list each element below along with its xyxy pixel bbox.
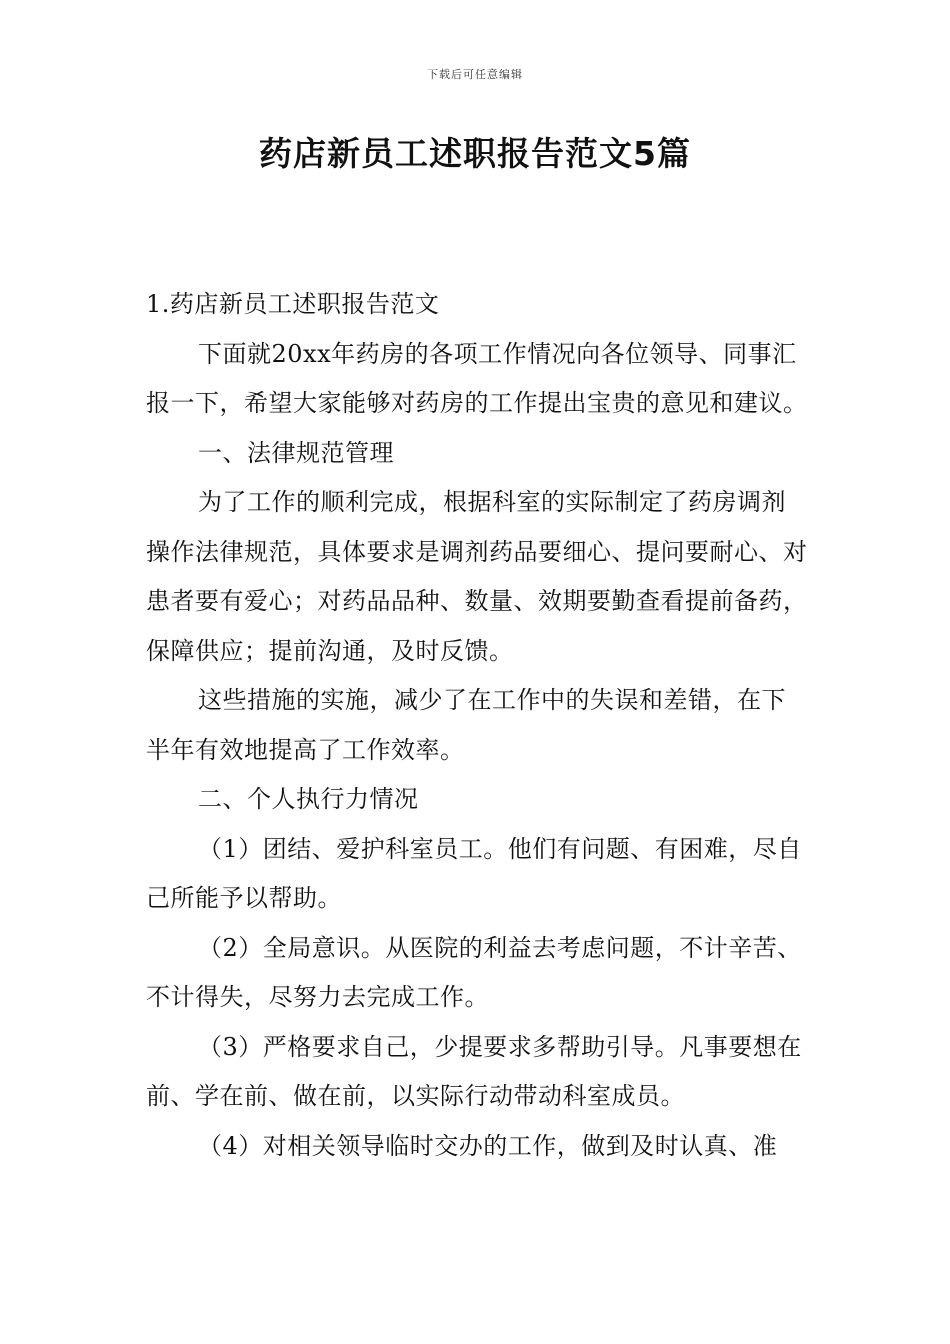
paragraph-intro: 下面就20xx年药房的各项工作情况向各位领导、同事汇报一下，希望大家能够对药房的工作提出宝贵的意见和建议。 (146, 339, 808, 417)
subheading-execution: 二、个人执行力情况 (198, 785, 419, 813)
header-note: 下载后可任意编辑 (427, 68, 523, 81)
document-title: 药店新员工述职报告范文5篇 (259, 134, 691, 173)
paragraph-measures-result: 这些措施的实施，减少了在工作中的失误和差错，在下半年有效地提高了工作效率。 (146, 686, 786, 764)
subheading-legal-management: 一、法律规范管理 (198, 438, 394, 467)
paragraph-legal-management: 为了工作的顺利完成，根据科室的实际制定了药房调剂操作法律规范，具体要求是调剂药品要细心、提问要耐心、对患者要有爱心；对药品品种、数量、效期要勤查看提前备药，保障供应；提前沟通，及时反馈。 (146, 488, 808, 665)
paragraph-item-2: （2）全局意识。从医院的利益去考虑问题，不计辛苦、不计得失，尽努力去完成工作。 (146, 933, 802, 1011)
paragraph-item-1: （1）团结、爱护科室员工。他们有问题、有困难，尽自己所能予以帮助。 (146, 834, 802, 912)
section-heading: 1.药店新员工述职报告范文 (146, 290, 440, 318)
paragraph-item-4: （4）对相关领导临时交办的工作，做到及时认真、准 (198, 1131, 778, 1160)
paragraph-item-3: （3）严格要求自己，少提要求多帮助引导。凡事要想在前、学在前、做在前，以实际行动带动科室成员。 (146, 1032, 802, 1110)
document-body (146, 280, 810, 1171)
